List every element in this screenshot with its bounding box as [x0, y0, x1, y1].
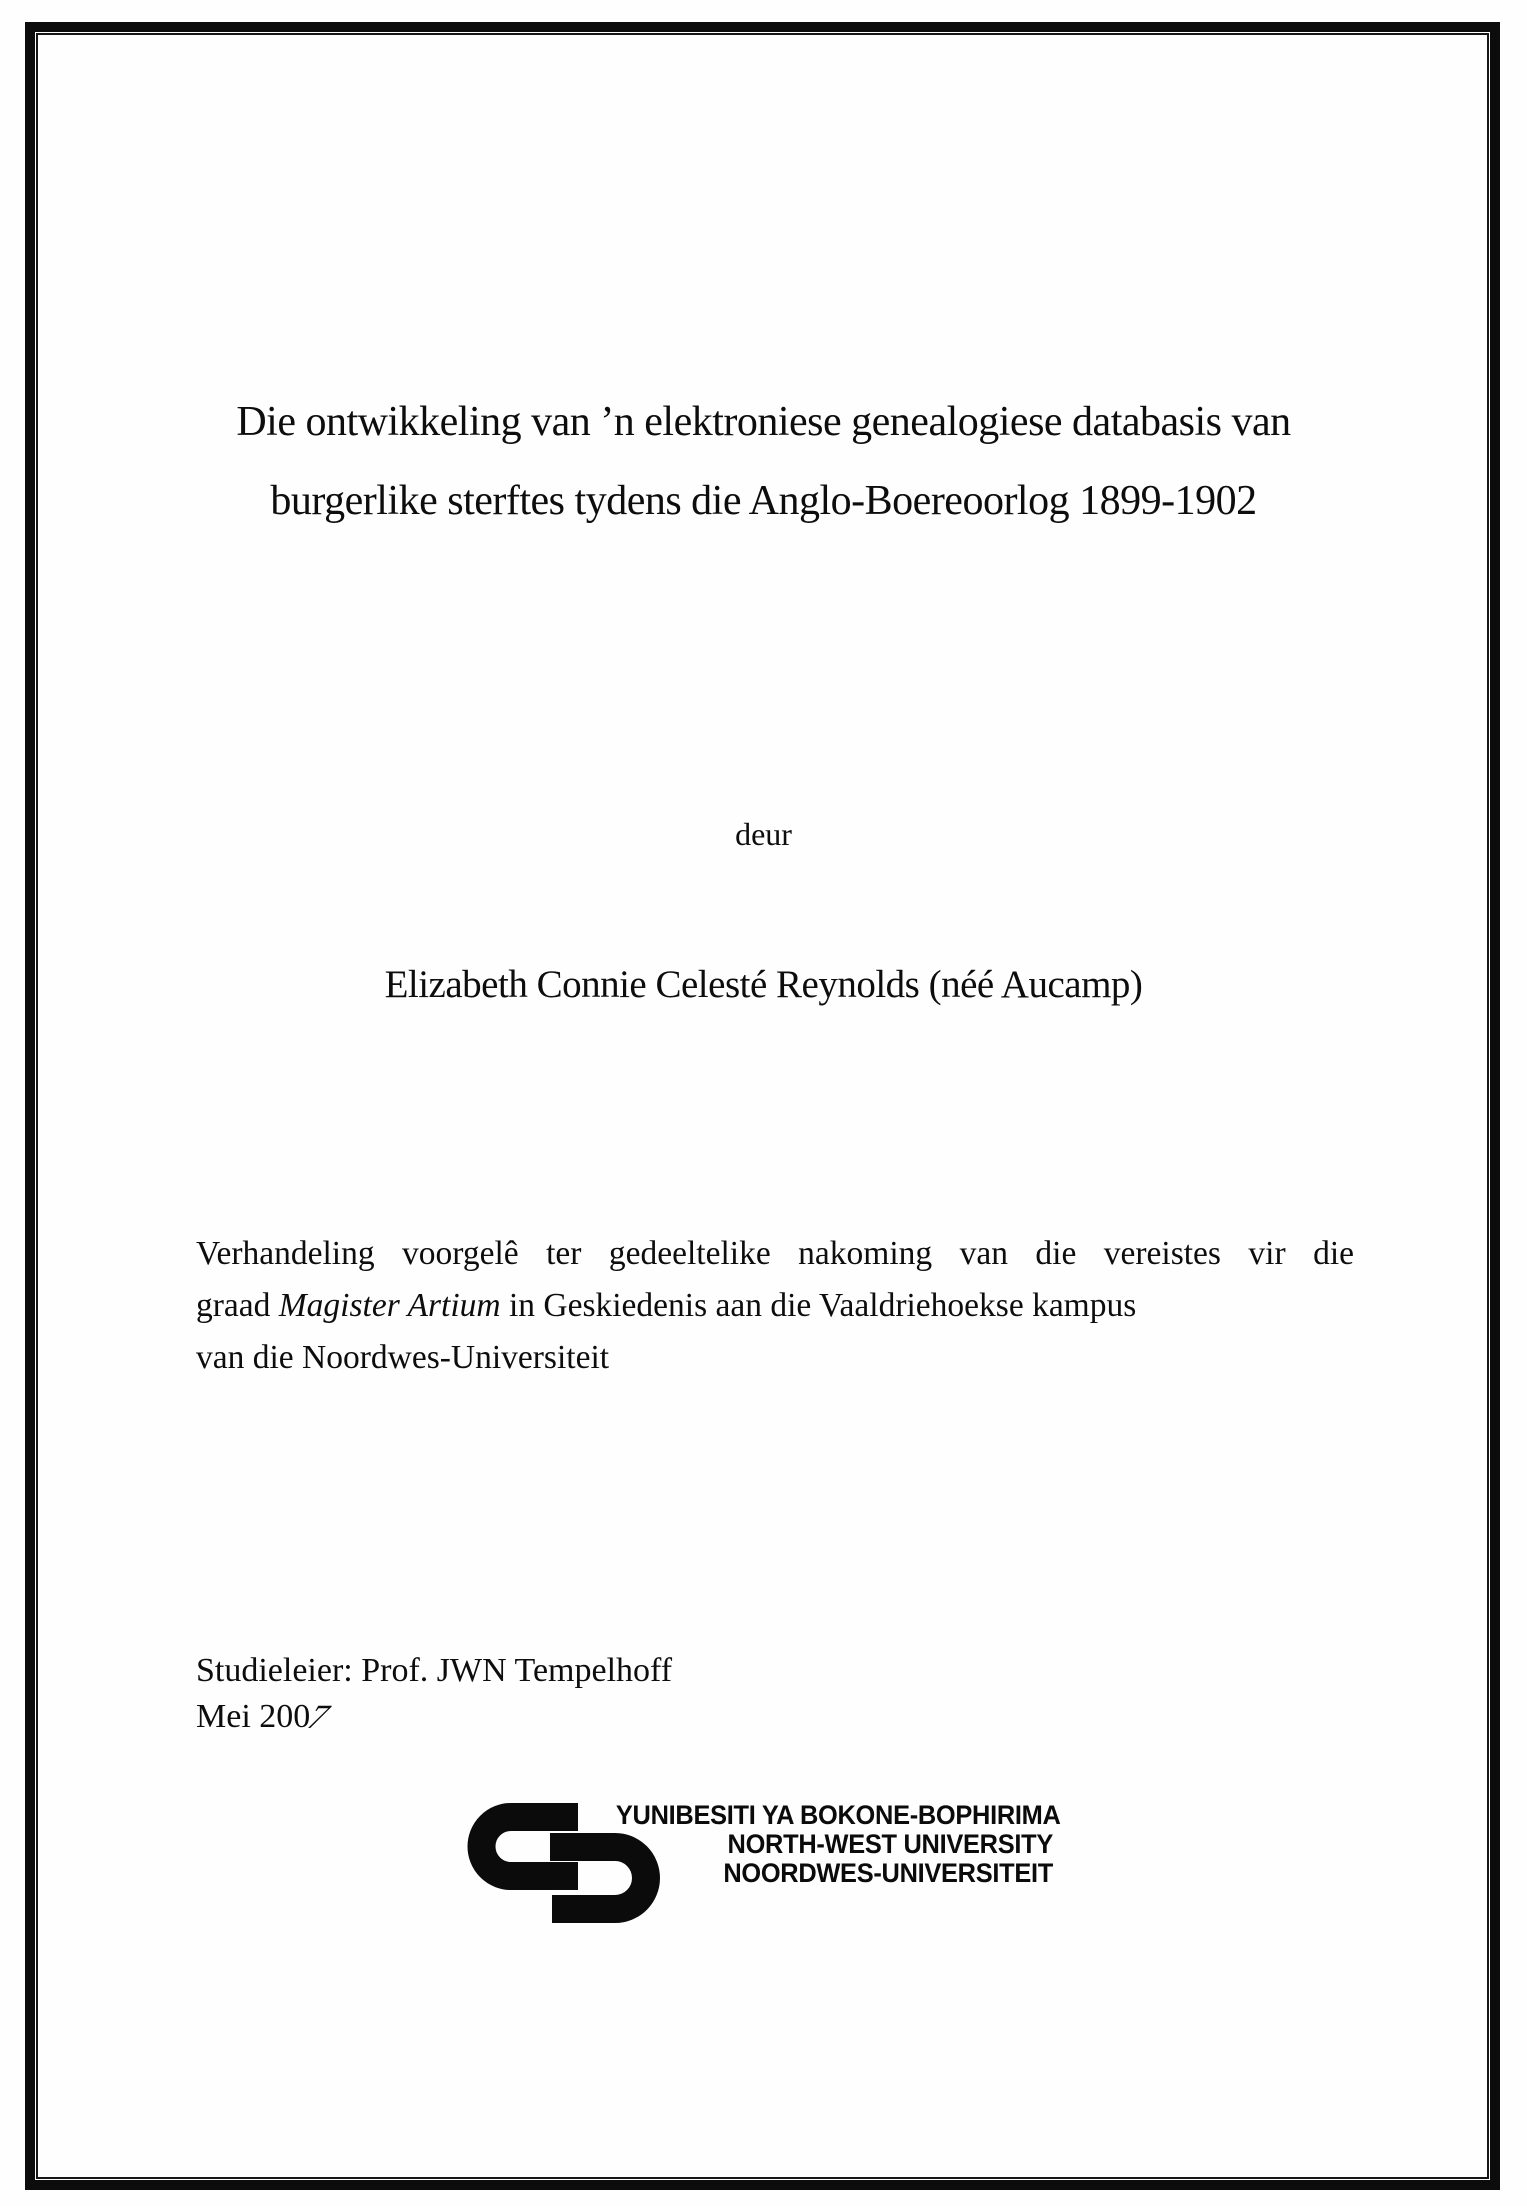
title-line-1: Die ontwikkeling van ’n elektroniese genealogiese databasis van — [236, 399, 1291, 445]
university-name-afrikaans: NOORDWES-UNIVERSITEIT — [723, 1858, 1053, 1888]
author-name: Elizabeth Connie Celesté Reynolds (néé Aucamp) — [384, 963, 1143, 1006]
university-name-english: NORTH-WEST UNIVERSITY — [727, 1829, 1053, 1859]
date-last-digit: 7 — [300, 1699, 337, 1736]
degree-statement-line-2-suffix: in Geskiedenis aan die Vaaldriehoekse kampus — [500, 1287, 1137, 1324]
degree-statement-line-2-prefix: graad — [196, 1287, 279, 1324]
date-line — [196, 1694, 672, 1740]
degree-statement — [196, 1228, 1354, 1384]
degree-statement-line-1: Verhandeling voorgelê ter gedeeltelike nakoming van die vereistes vir die — [196, 1235, 1354, 1272]
thesis-title — [90, 383, 1437, 541]
university-name-block — [615, 1800, 1061, 1888]
supervisor-line: Studieleier: Prof. JWN Tempelhoff — [196, 1652, 673, 1689]
degree-statement-line-3: van die Noordwes-Universiteit — [196, 1339, 610, 1376]
degree-statement-line-2 — [196, 1280, 1354, 1332]
byline-label: deur — [735, 816, 792, 852]
degree-name-italic: Magister Artium — [278, 1287, 501, 1324]
university-name-setswana: YUNIBESITI YA BOKONE-BOPHIRIMA — [615, 1800, 1061, 1830]
title-line-2: burgerlike sterftes tydens die Anglo-Boereoorlog 1899-1902 — [270, 478, 1257, 524]
date-prefix: Mei 200 — [196, 1698, 311, 1735]
supervisor-block — [196, 1648, 672, 1740]
